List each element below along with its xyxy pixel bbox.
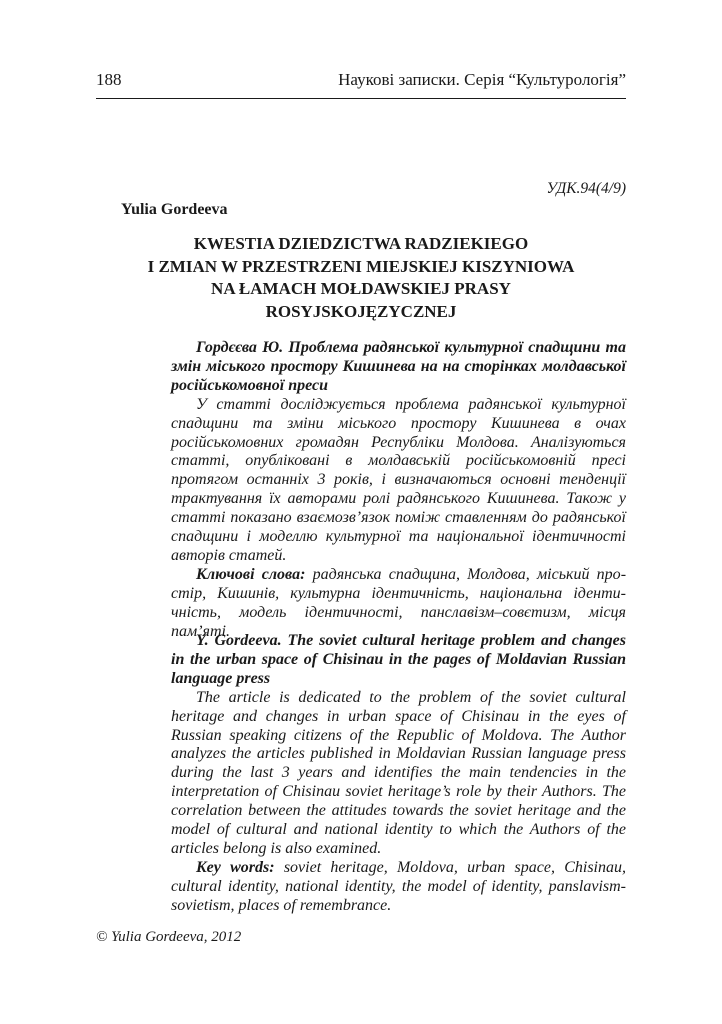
running-header [96,70,626,90]
keywords-text: soviet heritage, Moldova, urban space, Chisinau, cultural identity, national identity, the model of identity, panslavism-sovietism, places of remembrance. [171,858,626,914]
abstract-english [171,632,626,916]
article-title [96,233,626,323]
author-name: Yulia Gordeeva [121,201,228,218]
title-line: NA ŁAMACH MOŁDAWSKIEJ PRASY [211,279,511,298]
abstract-en-heading: Y. Gordeeva. The soviet cultural heritage problem and changes in the urban space of Chisinau in the pages of Moldavian Russian language press [171,632,626,687]
title-line: ROSYJSKOJĘZYCZNEJ [265,301,457,321]
abstract-en-body: The article is dedicated to the problem of the soviet cultural heritage and changes in urban space of Chisinau in the eyes of Russian speaking citizens of the Republic of Moldova. The Author analyzes the articles published in Moldavian Russian language press during the last 3 years and identifies the main tendencies in the interpretation of Chisinau soviet heritage’s role by their Authors. The correlation between the attitudes towards the soviet heritage and the model of cultural and national identity to which the Authors of the articles belong is also examined. [171,688,626,857]
journal-title: Наукові записки. Серія “Культурологія” [338,70,626,89]
header-divider [96,98,626,99]
keywords-label: Key words: [196,858,275,876]
keywords-label: Ключові слова: [196,565,306,583]
abstract-ua-body: У статті досліджується проблема радянської культурної спадщини та зміни міського простору Кишинева в очах російськомовних громадян Республіки Молдова. Аналізуються статті, опубліковані в молдавській російськомовній пресі протягом останніх 3 років, і визначаються основні тенденції трактування їх авторами ролі радянського Кишинева. Також у статті показано взаємозв’язок поміж ставленням до радянської спадщини і моделлю культурної та національної ідентичності авторів статей. [171,395,626,564]
abstract-ua-keywords [171,566,626,642]
abstract-ukrainian [171,339,626,642]
keywords-text: радянська спадщина, Молдова, міський простір, Кишинів, культурна ідентичність, національна ідентичність, модель ідентичності, панславізм–совєтизм, місця пам’яті. [171,565,627,640]
abstract-en-keywords [171,859,626,916]
title-line: KWESTIA DZIEDZICTWA RADZIEKIEGO [193,234,529,253]
page-number: 188 [96,70,122,89]
copyright-notice: © Yulia Gordeeva, 2012 [96,929,242,945]
title-line: I ZMIAN W PRZESTRZENI MIEJSKIEJ KISZYNIOWA [147,256,575,276]
udk-code: УДК.94(4/9) [546,180,626,197]
abstract-ua-heading: Гордєєва Ю. Проблема радянської культурної спадщини та змін міського простору Кишинева на на сторінках молдавської російськомовної преси [171,339,626,394]
